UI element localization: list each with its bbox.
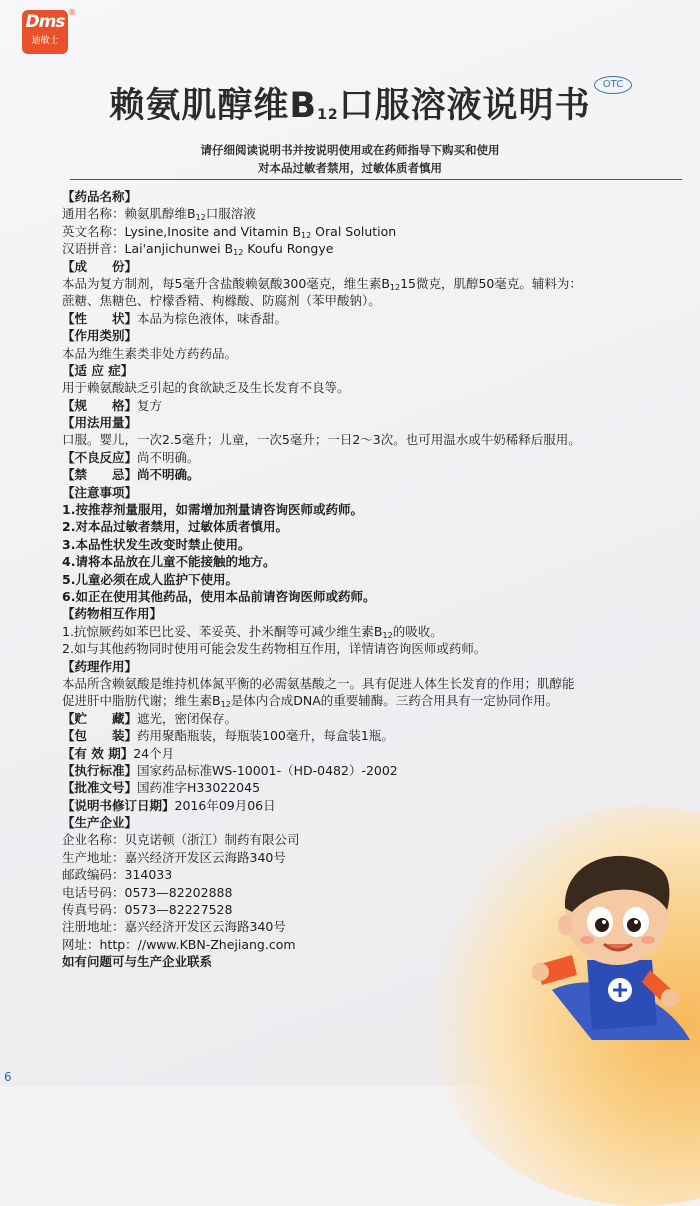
manufacturer-line: 企业名称：贝克诺顿（浙江）制药有限公司: [62, 832, 300, 848]
section-heading: 【药物相互作用】: [62, 606, 163, 622]
list-item: 6.如正在使用其他药品，使用本品前请咨询医师或药师。: [62, 588, 376, 604]
list-item: 5.儿童必须在成人监护下使用。: [62, 571, 238, 587]
subscript: 12: [233, 248, 244, 258]
subscript: 12: [389, 282, 401, 292]
text: 本品为复方制剂，每5毫升含盐酸赖氨酸300毫克，维生素B: [62, 275, 390, 291]
list-item: 3.本品性状发生改变时禁止使用。: [62, 536, 251, 552]
revision-row: [62, 798, 622, 814]
text: 是体内合成DNA的重要辅酶。三药合用具有一定协同作用。: [230, 693, 559, 709]
section-heading: 【执行标准】: [62, 762, 138, 778]
character-row: [62, 311, 622, 327]
subtitle-warning: 对本品过敏者禁用，过敏体质者慎用: [258, 161, 442, 175]
subscript: 12: [195, 213, 206, 223]
manufacturer-line: 传真号码：0573—82227528: [62, 902, 233, 918]
title-sub: 12: [317, 107, 339, 123]
section-heading: 【适 应 症】: [62, 362, 134, 378]
text: Oral Solution: [311, 223, 397, 239]
section-heading: 【批准文号】: [62, 780, 138, 796]
text: 复方: [137, 397, 163, 413]
subscript: 12: [301, 230, 312, 240]
section-heading: 【注意事项】: [62, 484, 138, 500]
footer-contact: 如有问题可与生产企业联系: [62, 954, 213, 970]
package-row: [62, 728, 622, 744]
manufacturer-line: 生产地址：嘉兴经济开发区云海路340号: [62, 849, 286, 865]
subscript: 12: [220, 700, 231, 710]
subscript: 12: [382, 630, 393, 640]
validity-row: [62, 746, 622, 762]
section-heading: 【用法用量】: [62, 415, 138, 431]
approval-row: [62, 780, 622, 796]
section-heading: 【作用类别】: [62, 328, 138, 344]
divider-line: [70, 179, 682, 180]
text: 15微克，肌醇50毫克。辅料为：: [400, 275, 582, 291]
title-text-post: 口服溶液说明书: [338, 86, 591, 126]
text: 药用聚酯瓶装，每瓶装100毫升，每盒装1瓶。: [137, 728, 394, 744]
section-heading: 【性 状】: [62, 310, 138, 326]
text: 2016年09月06日: [174, 797, 276, 813]
section-heading: 【成 份】: [62, 258, 138, 274]
usage-text: 口服。婴儿，一次2.5毫升；儿童，一次5毫升；一日2～3次。也可用温水或牛奶稀释后服用。: [62, 432, 581, 448]
brand-logo: [22, 10, 68, 54]
spec-row: [62, 398, 622, 414]
text: 汉语拼音：Lai'anjichunwei B: [62, 241, 234, 257]
composition-text-2: 蔗糖、焦糖色、柠檬香精、枸橼酸、防腐剂（苯甲酸钠）。: [62, 293, 381, 309]
text: 尚不明确。: [137, 467, 200, 483]
text: 遮光，密闭保存。: [137, 710, 238, 726]
registered-mark: ®: [68, 8, 76, 17]
section-heading: 【禁 忌】: [62, 467, 138, 483]
section-heading: 【说明书修订日期】: [62, 797, 175, 813]
text: 口服溶液: [205, 206, 256, 222]
indication-text: 用于赖氨酸缺乏引起的食欲缺乏及生长发育不良等。: [62, 380, 350, 396]
section-heading: 【药理作用】: [62, 658, 138, 674]
otc-badge: OTC: [594, 76, 632, 94]
superhero-boy-mascot-icon: [532, 840, 692, 1040]
title-text-pre: 赖氨肌醇维: [109, 86, 290, 126]
text: 促进肝中脂肪代谢；维生素B: [62, 693, 221, 709]
text: 英文名称：Lysine,Inosite and Vitamin B: [62, 223, 302, 239]
composition-text: [62, 276, 622, 292]
pharmacology-text-2: [62, 693, 622, 709]
manufacturer-line: 邮政编码：314033: [62, 867, 173, 883]
list-item: 2.对本品过敏者禁用，过敏体质者慎用。: [62, 519, 288, 535]
website-line: 网址：http：//www.KBN-Zhejiang.com: [62, 936, 296, 952]
section-heading: 【有 效 期】: [62, 745, 134, 761]
logo-subtitle: 迪敏士: [31, 36, 59, 46]
manufacturer-line: 注册地址：嘉兴经济开发区云海路340号: [62, 919, 286, 935]
category-text: 本品为维生素类非处方药药品。: [62, 345, 238, 361]
title-b: B: [289, 86, 318, 126]
section-heading: 【包 装】: [62, 728, 138, 744]
text: 24个月: [133, 745, 175, 761]
logo-mark: Dms: [25, 12, 65, 32]
section-heading: 【药品名称】: [62, 189, 138, 204]
storage-row: [62, 711, 622, 727]
pinyin-name: [62, 241, 622, 257]
text: 通用名称：赖氨肌醇维B: [62, 206, 196, 222]
text: Koufu Rongye: [243, 241, 334, 257]
interaction-text: [62, 624, 622, 640]
section-heading: 【生产企业】: [62, 815, 138, 831]
manufacturer-line: 电话号码：0573—82202888: [62, 884, 233, 900]
page-number: 6: [4, 1070, 12, 1084]
pharmacology-text: 本品所含赖氨酸是维持机体氮平衡的必需氨基酸之一。具有促进人体生长发育的作用；肌醇能: [62, 675, 575, 691]
list-item: 4.请将本品放在儿童不能接触的地方。: [62, 554, 276, 570]
text: 1.抗惊厥药如苯巴比妥、苯妥英、扑米酮等可减少维生素B: [62, 623, 383, 639]
generic-name: [62, 206, 622, 222]
section-heading: 【规 格】: [62, 397, 138, 413]
subtitle-notice: 请仔细阅读说明书并按说明使用或在药师指导下购买和使用: [200, 143, 500, 157]
text: 国家药品标准WS-10001-（HD-0482）-2002: [137, 762, 398, 778]
section-heading: 【贮 藏】: [62, 710, 138, 726]
standard-row: [62, 763, 622, 779]
section-heading: 【不良反应】: [62, 449, 138, 465]
text: 国药准字H33022045: [137, 780, 261, 796]
text: 的吸收。: [392, 623, 443, 639]
interaction-text-2: 2.如与其他药物同时使用可能会发生药物相互作用，详情请咨询医师或药师。: [62, 641, 487, 657]
text: 尚不明确。: [137, 449, 200, 465]
adverse-row: [62, 450, 622, 466]
text: 本品为棕色液体，味香甜。: [137, 310, 288, 326]
english-name: [62, 224, 622, 240]
contra-row: [62, 467, 622, 483]
list-item: 1.按推荐剂量服用，如需增加剂量请咨询医师或药师。: [62, 502, 363, 518]
